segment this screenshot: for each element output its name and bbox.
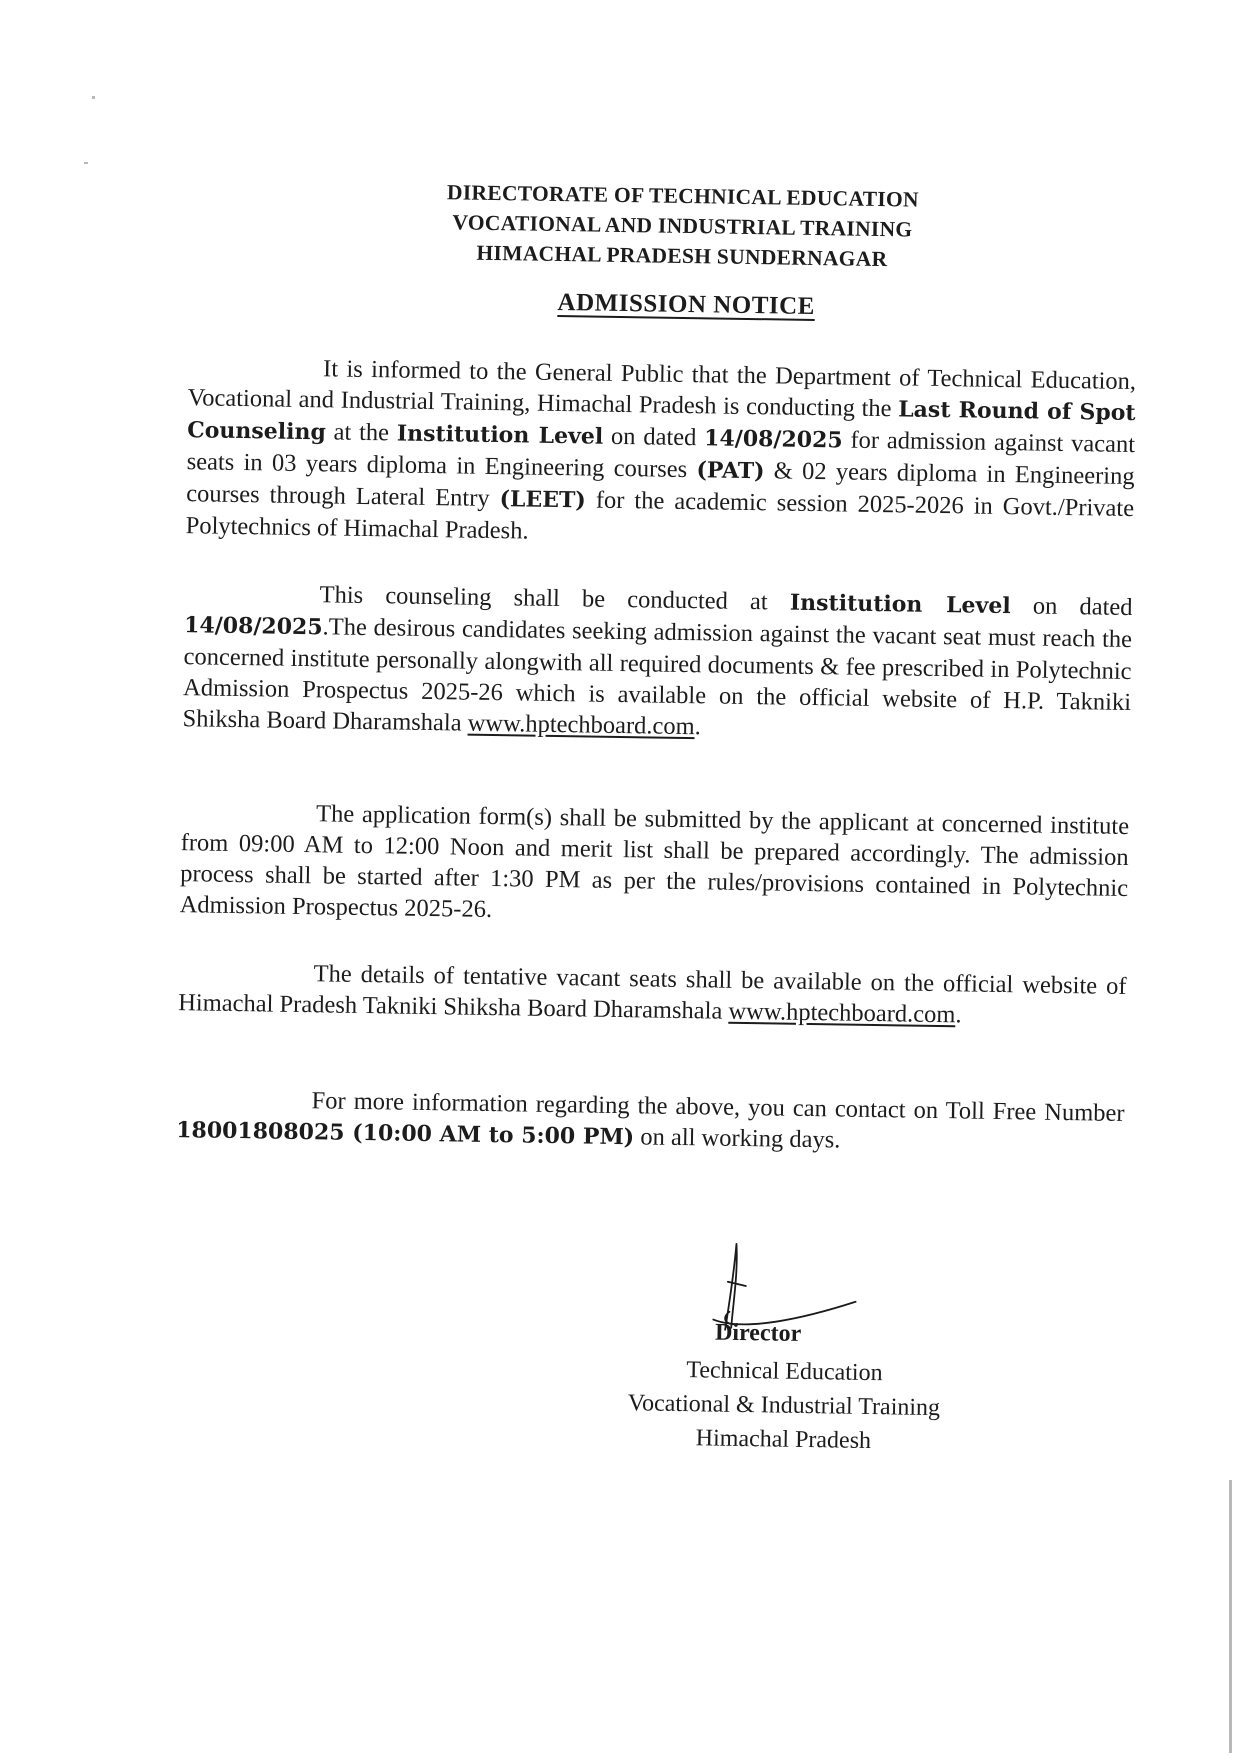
text: on dated [1010, 592, 1133, 622]
header-line-2: VOCATIONAL AND INDUSTRIAL TRAINING [452, 210, 913, 242]
office-line-1: Technical Education [686, 1357, 883, 1387]
signature-block [583, 1240, 987, 1486]
signatory-designation: Director [714, 1319, 802, 1347]
scan-speck [84, 162, 88, 164]
text: on dated [603, 422, 705, 452]
office-line-2: Vocational & Industrial Training [627, 1390, 941, 1422]
bold-text: (PAT) [696, 457, 765, 485]
text: It is informed to the General Public that the Department of Technical Education, Vocational and Industrial Training, Himachal Pradesh is conducting the [187, 355, 1137, 423]
text: . [694, 713, 702, 741]
bold-text: Institution Level [396, 420, 604, 450]
paragraph-counseling-venue [182, 577, 1132, 749]
text: The application form(s) shall be submitted by the applicant at concerned institute from 09:00 AM to 12:00 Noon and merit list shall be prepared accordingly. The admission process shall be started after 1:30 PM as per the rules/provisions contained in Polytechnic Admission Prospectus 2025-26. [179, 800, 1130, 924]
header-line-1: DIRECTORATE OF TECHNICAL EDUCATION [446, 180, 920, 212]
bold-text: Last Round of Spot Counseling [186, 396, 1136, 446]
bold-phone-number: 18001808025 (10:00 AM to 5:00 PM) [175, 1117, 635, 1151]
text: at the [325, 418, 398, 447]
text: & 02 years diploma in Engineering courses through Lateral Entry [185, 457, 1135, 513]
text: for admission against vacant seats in 03 years diploma in Engineering courses [186, 426, 1136, 484]
bold-text: (LEET) [499, 486, 587, 514]
paragraph-vacant-seats [178, 956, 1127, 1033]
website-link[interactable]: www.hptechboard.com [467, 709, 695, 741]
text: This counseling shall be conducted at [319, 581, 791, 616]
header-line-3: HIMACHAL PRADESH SUNDERNAGAR [476, 240, 888, 272]
text: The details of tentative vacant seats shall be available on the official website of Himachal Pradesh Takniki Shiksha Board Dharamshala [177, 960, 1127, 1025]
bold-date: 14/08/2025 [703, 425, 843, 454]
text: For more information regarding the above, you can contact on Toll Free Number [311, 1087, 1125, 1127]
signatory-office [583, 1352, 985, 1460]
bold-date: 14/08/2025 [183, 612, 323, 641]
text: for the academic session 2025-2026 in Govt./Private Polytechnics of Himachal Pradesh. [185, 486, 1135, 545]
scan-speck [92, 96, 95, 99]
text: .The desirous candidates seeking admission against the vacant seat must reach the concerned institute personally alongwith all required documents & fee prescribed in Polytechnic Admission Prospectus 2025-26 which is available on the official website of H.P. Takniki Shiksha Board Dharamshala [182, 613, 1133, 737]
office-line-3: Himachal Pradesh [695, 1425, 872, 1455]
paragraph-application-timing [179, 796, 1129, 935]
issuing-authority-header [397, 176, 968, 275]
paragraph-spot-counseling [185, 351, 1136, 556]
paragraph-contact-info [176, 1083, 1125, 1161]
text: on all working days. [633, 1123, 841, 1154]
bold-text: Institution Level [789, 589, 1011, 620]
website-link[interactable]: www.hptechboard.com [728, 997, 956, 1029]
text: . [955, 1001, 962, 1029]
notice-title: ADMISSION NOTICE [557, 288, 816, 321]
scan-edge-shadow [1229, 1480, 1232, 1753]
